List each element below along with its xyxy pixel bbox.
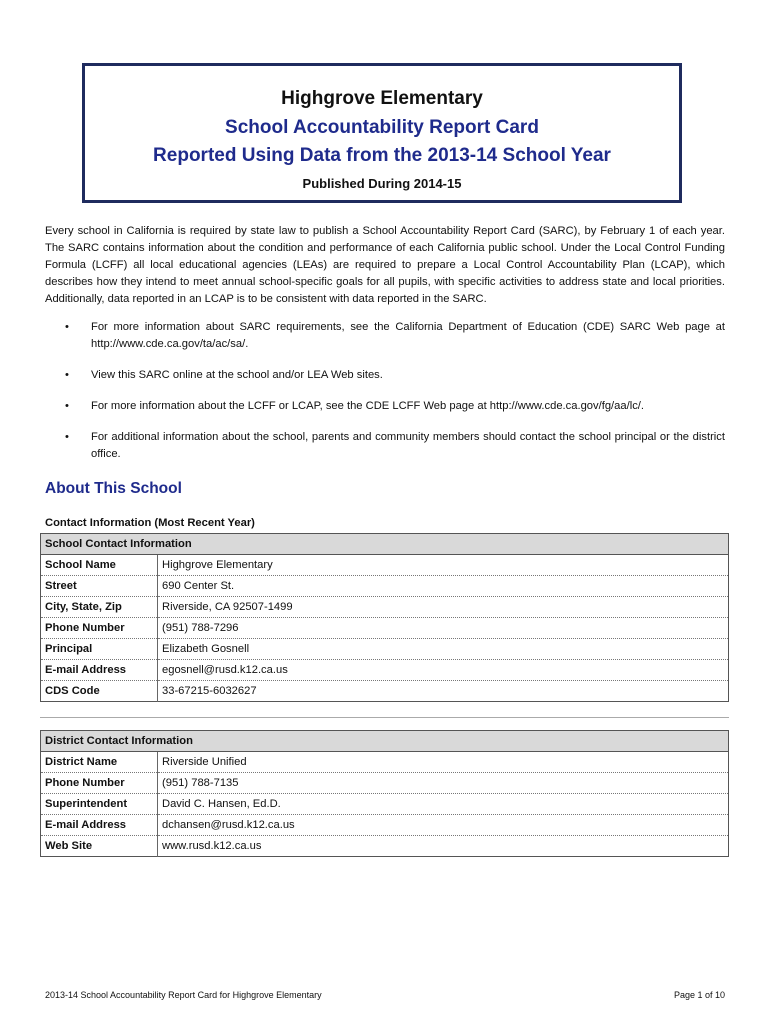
school-contact-table [40, 533, 729, 702]
section-heading: About This School [45, 480, 182, 497]
list-item [45, 398, 725, 415]
table-row [41, 752, 729, 773]
table-title: School Contact Information [41, 534, 729, 555]
intro-paragraph: Every school in California is required by state law to publish a School Accountability Report Card (SARC), by February 1 of each year. The SARC contains information about the condition and performance of each California public school. Under the Local Control Funding Formula (LCFF) all local educational agencies (LEAs) are required to prepare a Local Control Accountability Plan (LCAP), which describes how they intend to meet annual school-specific goals for all pupils, with specific activities to address state and local priorities. Additionally, data reported in an LCAP is to be consistent with data reported in the SARC. [45, 225, 725, 305]
bullet-icon: • [65, 321, 69, 333]
table-row [41, 660, 729, 681]
table-row [41, 597, 729, 618]
row-label: E-mail Address [41, 660, 158, 681]
row-label: E-mail Address [41, 815, 158, 836]
row-label: District Name [41, 752, 158, 773]
data-year-title: Reported Using Data from the 2013-14 School Year [153, 145, 611, 166]
row-value: (951) 788-7296 [158, 618, 729, 639]
table-row [41, 576, 729, 597]
row-label: School Name [41, 555, 158, 576]
bullet-text: View this SARC online at the school and/or LEA Web sites. [91, 369, 383, 381]
row-label: Phone Number [41, 773, 158, 794]
table-row [41, 639, 729, 660]
row-value: 690 Center St. [158, 576, 729, 597]
row-value: David C. Hansen, Ed.D. [158, 794, 729, 815]
row-value: egosnell@rusd.k12.ca.us [158, 660, 729, 681]
title-box [82, 63, 682, 203]
published-subtitle: Published During 2014-15 [302, 176, 462, 191]
school-name-title: Highgrove Elementary [281, 88, 483, 109]
list-item [45, 429, 725, 463]
row-label: City, State, Zip [41, 597, 158, 618]
row-value: 33-67215-6032627 [158, 681, 729, 702]
info-bullet-list [45, 319, 725, 477]
bullet-text: For more information about the LCFF or LCAP, see the CDE LCFF Web page at http://www.cde.ca.gov/fg/aa/lc/. [91, 400, 645, 412]
row-label: Street [41, 576, 158, 597]
list-item [45, 367, 725, 384]
row-value: dchansen@rusd.k12.ca.us [158, 815, 729, 836]
row-value: (951) 788-7135 [158, 773, 729, 794]
table-row [41, 794, 729, 815]
row-label: CDS Code [41, 681, 158, 702]
table-spacer [40, 717, 729, 729]
table-row [41, 815, 729, 836]
bullet-icon: • [65, 400, 69, 412]
bullet-text: For more information about SARC requirements, see the California Department of Education (CDE) SARC Web page at http://www.cde.ca.gov/ta/ac/sa/. [91, 321, 725, 350]
document-title: School Accountability Report Card [225, 117, 539, 138]
row-value: www.rusd.k12.ca.us [158, 836, 729, 857]
bullet-text: For additional information about the school, parents and community members should contact the school principal or the district office. [91, 431, 725, 460]
bullet-icon: • [65, 431, 69, 443]
row-label: Superintendent [41, 794, 158, 815]
row-value: Riverside, CA 92507-1499 [158, 597, 729, 618]
footer-page-number: Page 1 of 10 [673, 990, 725, 1000]
row-label: Phone Number [41, 618, 158, 639]
row-label: Web Site [41, 836, 158, 857]
table-title: District Contact Information [41, 731, 729, 752]
table-row [41, 773, 729, 794]
table-caption: Contact Information (Most Recent Year) [45, 517, 255, 529]
district-contact-table [40, 730, 729, 857]
list-item [45, 319, 725, 353]
row-value: Riverside Unified [158, 752, 729, 773]
table-row [41, 836, 729, 857]
row-value: Highgrove Elementary [158, 555, 729, 576]
row-label: Principal [41, 639, 158, 660]
row-value: Elizabeth Gosnell [158, 639, 729, 660]
table-row [41, 555, 729, 576]
table-row [41, 618, 729, 639]
table-row [41, 681, 729, 702]
footer-document-name: 2013-14 School Accountability Report Card for Highgrove Elementary [45, 990, 322, 1000]
bullet-icon: • [65, 369, 69, 381]
